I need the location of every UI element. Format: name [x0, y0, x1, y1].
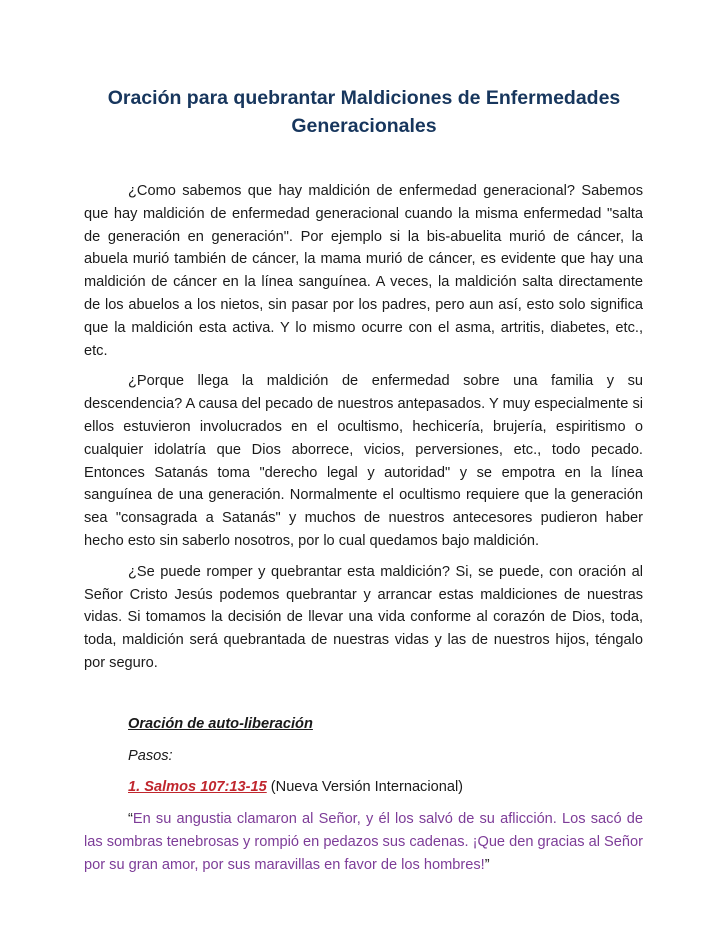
quote-open: “: [128, 811, 133, 828]
prayer-heading: [84, 713, 643, 736]
paragraph-2: ¿Porque llega la maldición de enfermedad sobre una familia y su descendencia? A causa del pecado de nuestros antepasados. Y muy especialmente si ellos estuvieron involucrados en el ocultismo, hechicería, brujería, espiritismo o cualquier idolatría que Dios aborrece, vicios, perversiones, etc., todo pecado. Entonces Satanás toma "derecho legal y autoridad" y se empotra en la línea sanguínea de una generación. Normalmente el ocultismo requiere que la generación sea "consagrada a Satanás" y muchos de nuestros antecesores pudieron haber hecho esto sin saberlo nosotros, por lo cual quedamos bajo maldición.: [84, 373, 643, 549]
step-1: [84, 776, 643, 799]
paragraph-3: ¿Se puede romper y quebrantar esta maldición? Si, se puede, con oración al Señor Cristo Jesús podemos quebrantar y arrancar estas maldiciones de nuestras vidas. Si tomamos la decisión de llevar una vida conforme al corazón de Dios, toda, toda, maldición será quebrantada de nuestras vidas y las de nuestros hijos, téngalo por seguro.: [84, 563, 643, 671]
document-body: [84, 180, 643, 885]
quote-text: En su angustia clamaron al Señor, y él los salvó de su aflicción. Los sacó de las sombras tenebrosas y rompió en pedazos sus cadenas. ¡Que den gracias al Señor por su gran amor, por sus maravillas en favor de los hombres!: [84, 811, 643, 873]
steps-label-text: Pasos:: [128, 747, 173, 764]
step-1-reference: 1. Salmos 107:13-15: [128, 779, 267, 796]
prayer-heading-text: Oración de auto-liberación: [128, 715, 313, 732]
scripture-quote: [84, 808, 643, 876]
quote-close: ”: [484, 856, 490, 873]
document-title: [84, 84, 644, 140]
paragraph-1: ¿Como sabemos que hay maldición de enfermedad generacional? Sabemos que hay maldición de enfermedad generacional cuando la misma enfermedad "salta de generación en generación". Por ejemplo si la bis-abuelita murió de cáncer, la abuela murió también de cáncer, la mama murió de cáncer, es evidente que hay una maldición de cáncer en la línea sanguínea. A veces, la maldición salta directamente de los abuelos a los nietos, sin pasar por los padres, pero aun así, esto solo significa que la maldición esta activa. Y lo mismo ocurre con el asma, artritis, diabetes, etc., etc.: [84, 183, 643, 359]
title-line-1: Oración para quebrantar Maldiciones de Enfermedades: [107, 87, 621, 109]
title-line-2: Generacionales: [291, 115, 437, 137]
step-1-version: (Nueva Versión Internacional): [266, 779, 464, 796]
steps-label: [84, 745, 643, 768]
